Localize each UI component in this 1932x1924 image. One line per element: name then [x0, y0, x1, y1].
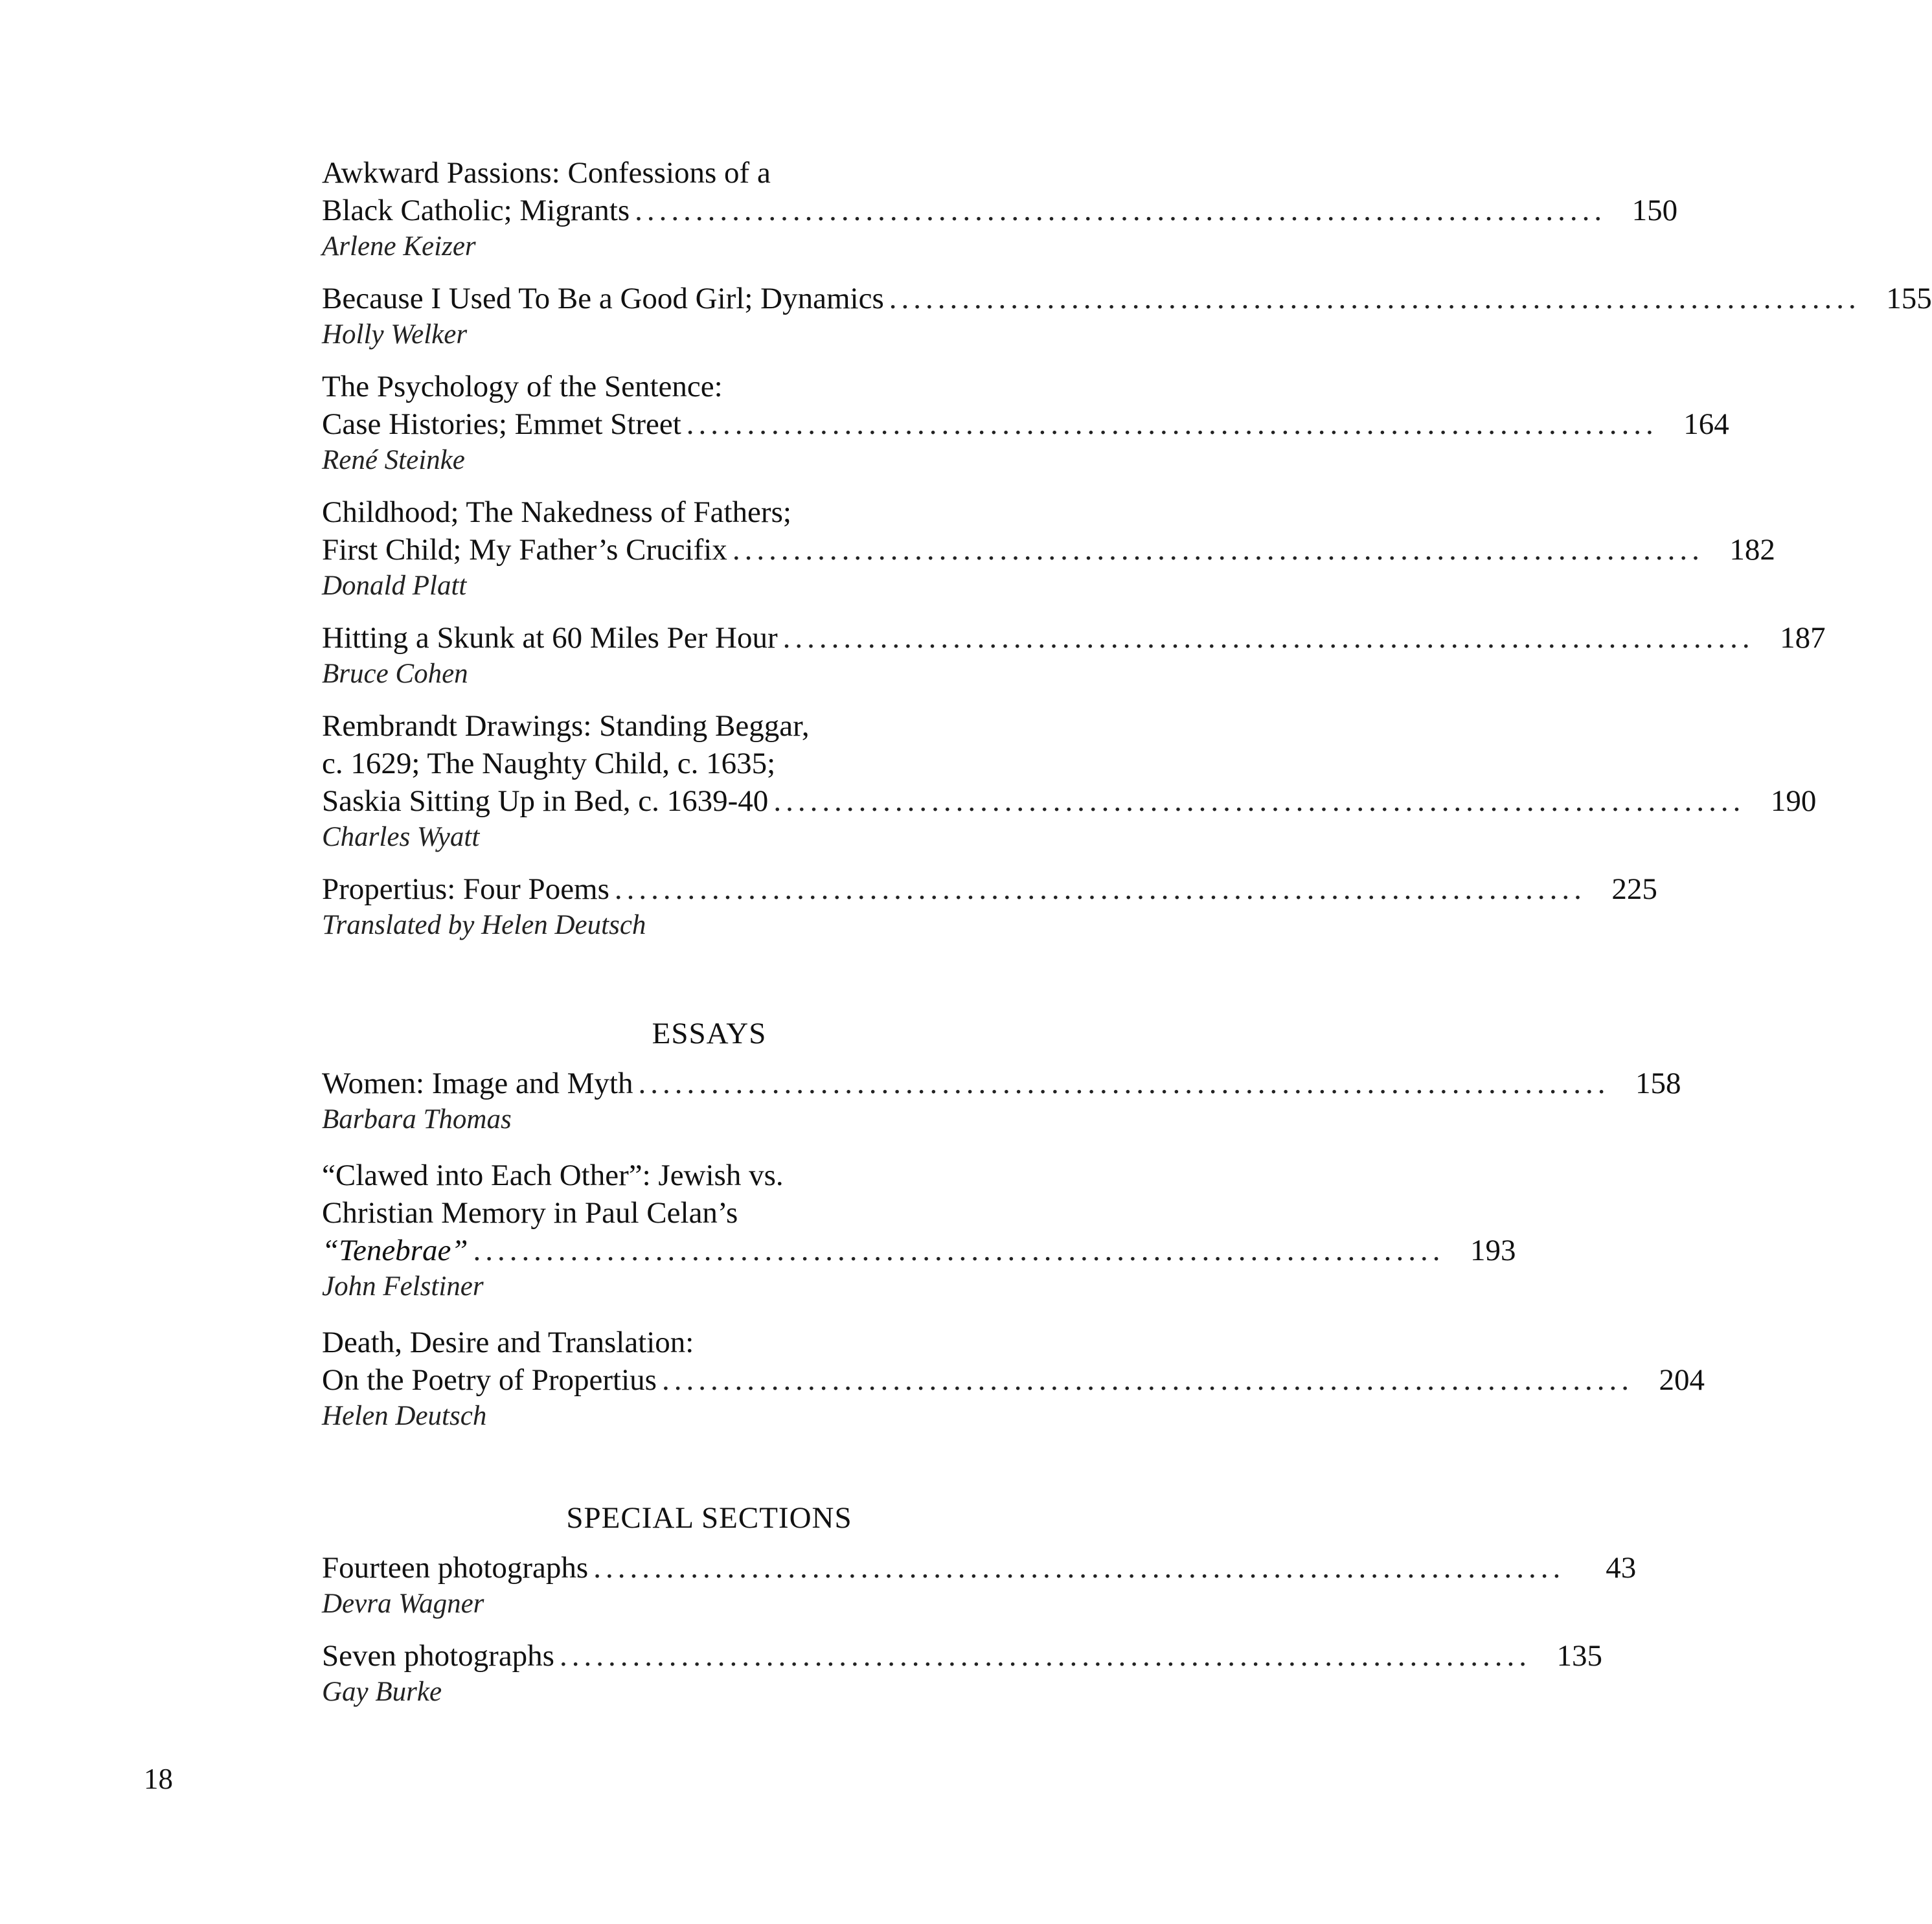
entry-title-line: c. 1629; The Naughty Child, c. 1635;	[322, 747, 776, 780]
page-number: 182	[1729, 533, 1775, 567]
toc-entry-women-image-myth	[322, 1065, 1681, 1137]
entry-title-line: Propertius: Four Poems ................................................................................ 225	[322, 870, 1097, 908]
entry-author: Barbara Thomas	[322, 1104, 512, 1135]
page-number: 150	[1631, 194, 1678, 227]
entry-author: Bruce Cohen	[322, 659, 468, 689]
entry-title-line: “Tenebrae” ................................................................................ 193	[322, 1232, 1097, 1269]
dot-leader: ................................................................................	[732, 533, 1704, 567]
page-number: 187	[1780, 621, 1826, 655]
dot-leader: ................................................................................	[593, 1551, 1565, 1585]
entry-author: Donald Platt	[322, 571, 467, 601]
toc-entry-clawed-into-each-other	[322, 1157, 1516, 1304]
toc-entry-psychology-of-sentence	[322, 368, 1729, 478]
entry-author: Translated by Helen Deutsch	[322, 910, 646, 940]
page-number: 158	[1635, 1067, 1681, 1100]
entry-title-line: On the Poetry of Propertius ................................................................................ 204	[322, 1361, 1097, 1399]
section-heading-special-sections: SPECIAL SECTIONS	[566, 1501, 852, 1535]
entry-title-line: Christian Memory in Paul Celan’s	[322, 1196, 738, 1230]
page-number: 164	[1683, 407, 1729, 441]
entry-author: John Felstiner	[322, 1271, 484, 1302]
toc-entry-fourteen-photographs	[322, 1549, 1637, 1622]
page-number: 155	[1886, 282, 1932, 315]
toc-entry-propertius-four-poems	[322, 870, 1657, 943]
toc-entry-seven-photographs	[322, 1637, 1602, 1710]
page-number: 135	[1556, 1639, 1602, 1673]
toc-entry-rembrandt-drawings	[322, 707, 1817, 855]
entry-title-line: Seven photographs ................................................................................ 135	[322, 1637, 1097, 1675]
dot-leader: ................................................................................	[635, 194, 1607, 227]
entry-author: Gay Burke	[322, 1677, 442, 1707]
entry-title-line: Rembrandt Drawings: Standing Beggar,	[322, 709, 810, 743]
entry-author: Helen Deutsch	[322, 1401, 487, 1431]
entry-title-line: Childhood; The Nakedness of Fathers;	[322, 495, 791, 529]
dot-leader: ................................................................................	[559, 1639, 1531, 1673]
toc-entry-good-girl	[322, 280, 1932, 352]
entry-title-line: Awkward Passions: Confessions of a	[322, 156, 771, 190]
entry-title-line: Hitting a Skunk at 60 Miles Per Hour ................................................................................ 187	[322, 619, 1097, 657]
page-number: 43	[1606, 1551, 1637, 1585]
page-number: 193	[1470, 1234, 1516, 1267]
entry-title-line: Saskia Sitting Up in Bed, c. 1639-40 ................................................................................ 190	[322, 782, 1097, 820]
entry-title-line: Black Catholic; Migrants ................................................................................ 150	[322, 192, 1097, 229]
dot-leader: ................................................................................	[661, 1363, 1633, 1397]
page-number: 204	[1659, 1363, 1705, 1397]
entry-title-line: Case Histories; Emmet Street ................................................................................ 164	[322, 405, 1097, 443]
dot-leader: ................................................................................	[773, 784, 1745, 818]
entry-title-line: Women: Image and Myth ................................................................................ 158	[322, 1065, 1097, 1102]
dot-leader: ................................................................................	[686, 407, 1658, 441]
entry-author: Devra Wagner	[322, 1589, 484, 1619]
dot-leader: ................................................................................	[782, 621, 1755, 655]
dot-leader: ................................................................................	[614, 872, 1586, 906]
section-heading-essays: ESSAYS	[652, 1017, 767, 1050]
entry-title-line: Fourteen photographs ................................................................................ 43	[322, 1549, 1097, 1587]
toc-entry-hitting-a-skunk	[322, 619, 1826, 692]
toc-entry-childhood	[322, 493, 1775, 604]
page-folio-number: 18	[144, 1763, 173, 1795]
dot-leader: ................................................................................	[638, 1067, 1610, 1100]
dot-leader: ................................................................................	[473, 1234, 1445, 1267]
entry-author: Arlene Keizer	[322, 231, 476, 262]
entry-author: René Steinke	[322, 445, 465, 475]
page-number: 190	[1770, 784, 1817, 818]
page-number: 225	[1611, 872, 1657, 906]
toc-entry-death-desire-translation	[322, 1324, 1705, 1434]
entry-title-line: “Clawed into Each Other”: Jewish vs.	[322, 1159, 784, 1192]
entry-title-line: Because I Used To Be a Good Girl; Dynamics ................................................................................ 155	[322, 280, 1097, 317]
entry-title-line: Death, Desire and Translation:	[322, 1326, 694, 1359]
table-of-contents	[322, 154, 1932, 1710]
entry-author: Holly Welker	[322, 319, 468, 350]
entry-title-line: The Psychology of the Sentence:	[322, 370, 723, 403]
dot-leader: ................................................................................	[889, 282, 1861, 315]
entry-author: Charles Wyatt	[322, 822, 480, 852]
toc-entry-awkward-passions	[322, 154, 1678, 264]
entry-title-line: First Child; My Father’s Crucifix ................................................................................ 182	[322, 531, 1097, 569]
